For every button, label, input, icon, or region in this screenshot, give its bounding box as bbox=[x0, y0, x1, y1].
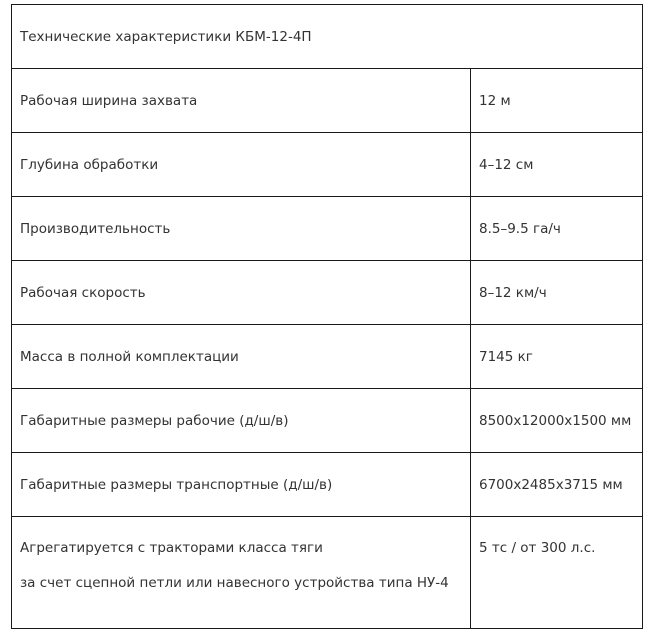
table-row bbox=[12, 69, 643, 133]
spec-value-tractor-class bbox=[471, 517, 643, 629]
spec-value-mass: 7145 кг bbox=[471, 325, 643, 389]
spec-label-tractor-class-line2: за счет сцепной петли или навесного устройства типа НУ-4 bbox=[20, 575, 449, 591]
spec-label-tractor-class-line1: Агрегатируется с тракторами класса тяги bbox=[20, 540, 323, 556]
table-row bbox=[12, 453, 643, 517]
spec-value-working-width: 12 м bbox=[471, 69, 643, 133]
spec-value-productivity: 8.5–9.5 га/ч bbox=[471, 197, 643, 261]
spec-value-tractor-class-text: 5 тс / от 300 л.с. bbox=[479, 540, 596, 556]
table-row bbox=[12, 133, 643, 197]
table-title: Технические характеристики КБМ-12-4П bbox=[12, 5, 643, 69]
spec-value-depth: 4–12 см bbox=[471, 133, 643, 197]
spec-value-transport-dimensions: 6700х2485х3715 мм bbox=[471, 453, 643, 517]
spec-table bbox=[11, 4, 643, 629]
spec-label-transport-dimensions: Габаритные размеры транспортные (д/ш/в) bbox=[12, 453, 471, 517]
spec-value-speed: 8–12 км/ч bbox=[471, 261, 643, 325]
spec-label-productivity: Производительность bbox=[12, 197, 471, 261]
table-row bbox=[12, 261, 643, 325]
spec-label-tractor-class bbox=[12, 517, 471, 629]
table-title-row bbox=[12, 5, 643, 69]
spec-value-working-dimensions: 8500х12000х1500 мм bbox=[471, 389, 643, 453]
spec-label-depth: Глубина обработки bbox=[12, 133, 471, 197]
spec-label-speed: Рабочая скорость bbox=[12, 261, 471, 325]
spec-label-working-width: Рабочая ширина захвата bbox=[12, 69, 471, 133]
table-row bbox=[12, 325, 643, 389]
table-row bbox=[12, 517, 643, 629]
table-row bbox=[12, 197, 643, 261]
spec-label-working-dimensions: Габаритные размеры рабочие (д/ш/в) bbox=[12, 389, 471, 453]
spec-label-mass: Масса в полной комплектации bbox=[12, 325, 471, 389]
table-row bbox=[12, 389, 643, 453]
